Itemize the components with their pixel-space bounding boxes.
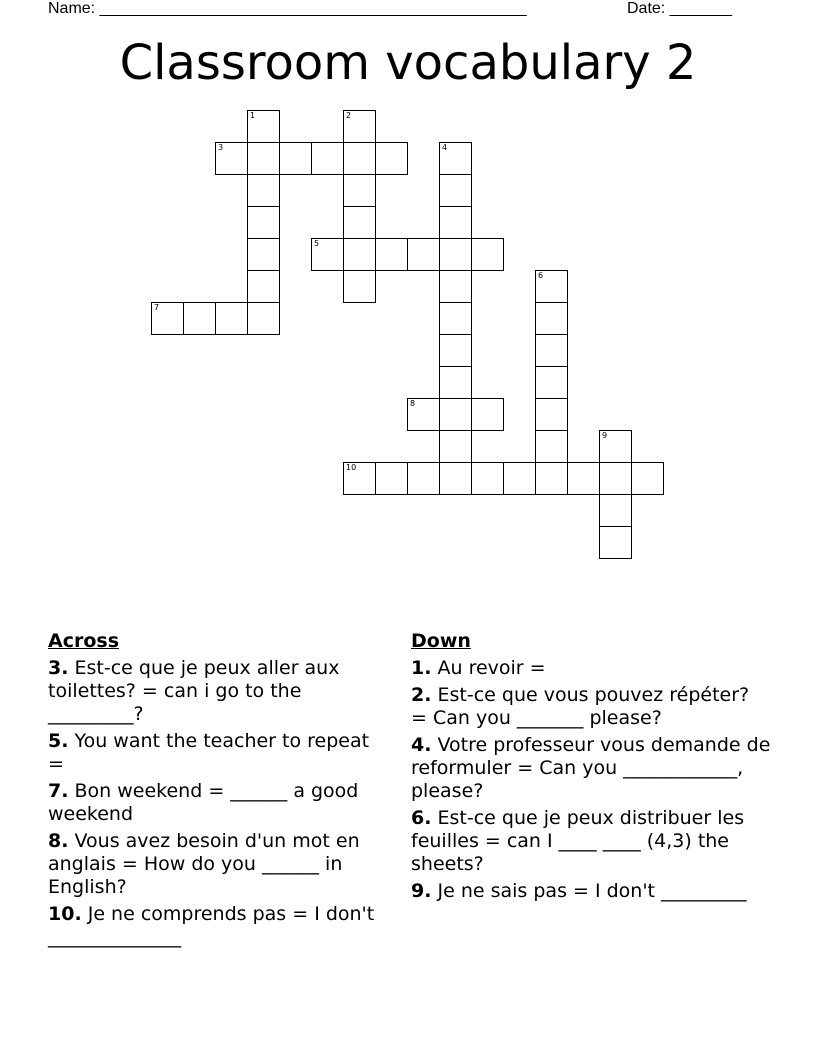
clue-down-1 <box>411 657 771 680</box>
grid-cell[interactable] <box>215 302 248 335</box>
grid-cell[interactable] <box>247 110 280 143</box>
grid-cell[interactable] <box>439 398 472 431</box>
grid-cell[interactable] <box>247 174 280 207</box>
grid-cell[interactable] <box>151 302 184 335</box>
name-field-label[interactable]: Name: ________________________________________________ <box>48 0 527 17</box>
grid-cell[interactable] <box>439 206 472 239</box>
clue-number: 10. <box>48 903 82 925</box>
cell-number: 8 <box>410 399 416 408</box>
clue-text: Votre professeur vous demande de reformuler = Can you ____________, please? <box>411 734 771 802</box>
grid-cell[interactable] <box>407 238 440 271</box>
clue-number: 8. <box>48 830 69 852</box>
grid-cell[interactable] <box>567 462 600 495</box>
grid-cell[interactable] <box>279 142 312 175</box>
grid-cell[interactable] <box>439 462 472 495</box>
clue-number: 5. <box>48 730 69 752</box>
grid-cell[interactable] <box>343 238 376 271</box>
grid-cell[interactable] <box>439 238 472 271</box>
grid-cell[interactable] <box>503 462 536 495</box>
grid-cell[interactable] <box>471 238 504 271</box>
grid-cell[interactable] <box>631 462 664 495</box>
clue-text: Je ne comprends pas = I don't ______________ <box>48 903 375 948</box>
grid-cell[interactable] <box>439 366 472 399</box>
grid-cell[interactable] <box>311 142 344 175</box>
cell-number: 9 <box>602 431 608 440</box>
clue-text: Est-ce que je peux distribuer les feuilles = can I ____ ____ (4,3) the sheets? <box>411 807 745 875</box>
grid-cell[interactable] <box>407 398 440 431</box>
cell-number: 3 <box>218 143 224 152</box>
grid-cell[interactable] <box>535 302 568 335</box>
clue-number: 2. <box>411 684 432 706</box>
grid-cell[interactable] <box>439 174 472 207</box>
grid-cell[interactable] <box>375 238 408 271</box>
down-heading: Down <box>411 630 471 652</box>
grid-cell[interactable] <box>599 494 632 527</box>
cell-number: 2 <box>346 111 352 120</box>
grid-cell[interactable] <box>535 462 568 495</box>
grid-cell[interactable] <box>247 302 280 335</box>
grid-cell[interactable] <box>183 302 216 335</box>
clue-across-5 <box>48 730 388 776</box>
page-title: Classroom vocabulary 2 <box>119 35 697 91</box>
clue-number: 9. <box>411 880 432 902</box>
date-field-label[interactable]: Date: _______ <box>627 0 732 17</box>
grid-cell[interactable] <box>343 142 376 175</box>
clue-across-3 <box>48 657 388 726</box>
clue-down-2 <box>411 684 771 730</box>
clue-across-7 <box>48 780 388 826</box>
clue-text: Est-ce que vous pouvez répéter? = Can you _______ please? <box>411 684 750 729</box>
cell-number: 1 <box>250 111 256 120</box>
across-clues <box>48 630 388 953</box>
grid-cell[interactable] <box>343 462 376 495</box>
grid-cell[interactable] <box>247 142 280 175</box>
grid-cell[interactable] <box>439 302 472 335</box>
grid-cell[interactable] <box>343 270 376 303</box>
grid-cell[interactable] <box>599 526 632 559</box>
grid-cell[interactable] <box>247 270 280 303</box>
grid-cell[interactable] <box>535 398 568 431</box>
cell-number: 5 <box>314 239 320 248</box>
clue-text: Vous avez besoin d'un mot en anglais = How do you ______ in English? <box>48 830 360 898</box>
grid-cell[interactable] <box>311 238 344 271</box>
grid-cell[interactable] <box>535 366 568 399</box>
clue-number: 4. <box>411 734 432 756</box>
clue-text: Est-ce que je peux aller aux toilettes? = can i go to the _________? <box>48 657 340 725</box>
grid-cell[interactable] <box>343 174 376 207</box>
grid-cell[interactable] <box>247 238 280 271</box>
across-heading: Across <box>48 630 120 652</box>
clue-down-9 <box>411 880 771 903</box>
grid-cell[interactable] <box>375 142 408 175</box>
grid-cell[interactable] <box>343 110 376 143</box>
clue-text: Bon weekend = ______ a good weekend <box>48 780 359 825</box>
clue-down-6 <box>411 807 771 876</box>
grid-cell[interactable] <box>215 142 248 175</box>
clue-down-4 <box>411 734 771 803</box>
grid-cell[interactable] <box>247 206 280 239</box>
clue-across-8 <box>48 830 388 899</box>
clue-number: 3. <box>48 657 69 679</box>
clue-number: 6. <box>411 807 432 829</box>
clue-text: Au revoir = <box>437 657 546 679</box>
grid-cell[interactable] <box>599 462 632 495</box>
clue-number: 7. <box>48 780 69 802</box>
grid-cell[interactable] <box>407 462 440 495</box>
clue-text: You want the teacher to repeat = <box>48 730 370 775</box>
cell-number: 10 <box>346 463 357 472</box>
clue-number: 1. <box>411 657 432 679</box>
grid-cell[interactable] <box>343 206 376 239</box>
cell-number: 6 <box>538 271 544 280</box>
cell-number: 7 <box>154 303 160 312</box>
grid-cell[interactable] <box>439 270 472 303</box>
grid-cell[interactable] <box>471 462 504 495</box>
grid-cell[interactable] <box>439 142 472 175</box>
down-clues <box>411 630 771 907</box>
clue-text: Je ne sais pas = I don't _________ <box>437 880 747 902</box>
grid-cell[interactable] <box>439 334 472 367</box>
grid-cell[interactable] <box>439 430 472 463</box>
grid-cell[interactable] <box>535 334 568 367</box>
grid-cell[interactable] <box>599 430 632 463</box>
cell-number: 4 <box>442 143 448 152</box>
grid-cell[interactable] <box>535 270 568 303</box>
grid-cell[interactable] <box>535 430 568 463</box>
clue-across-10 <box>48 903 388 949</box>
grid-cell[interactable] <box>375 462 408 495</box>
grid-cell[interactable] <box>471 398 504 431</box>
